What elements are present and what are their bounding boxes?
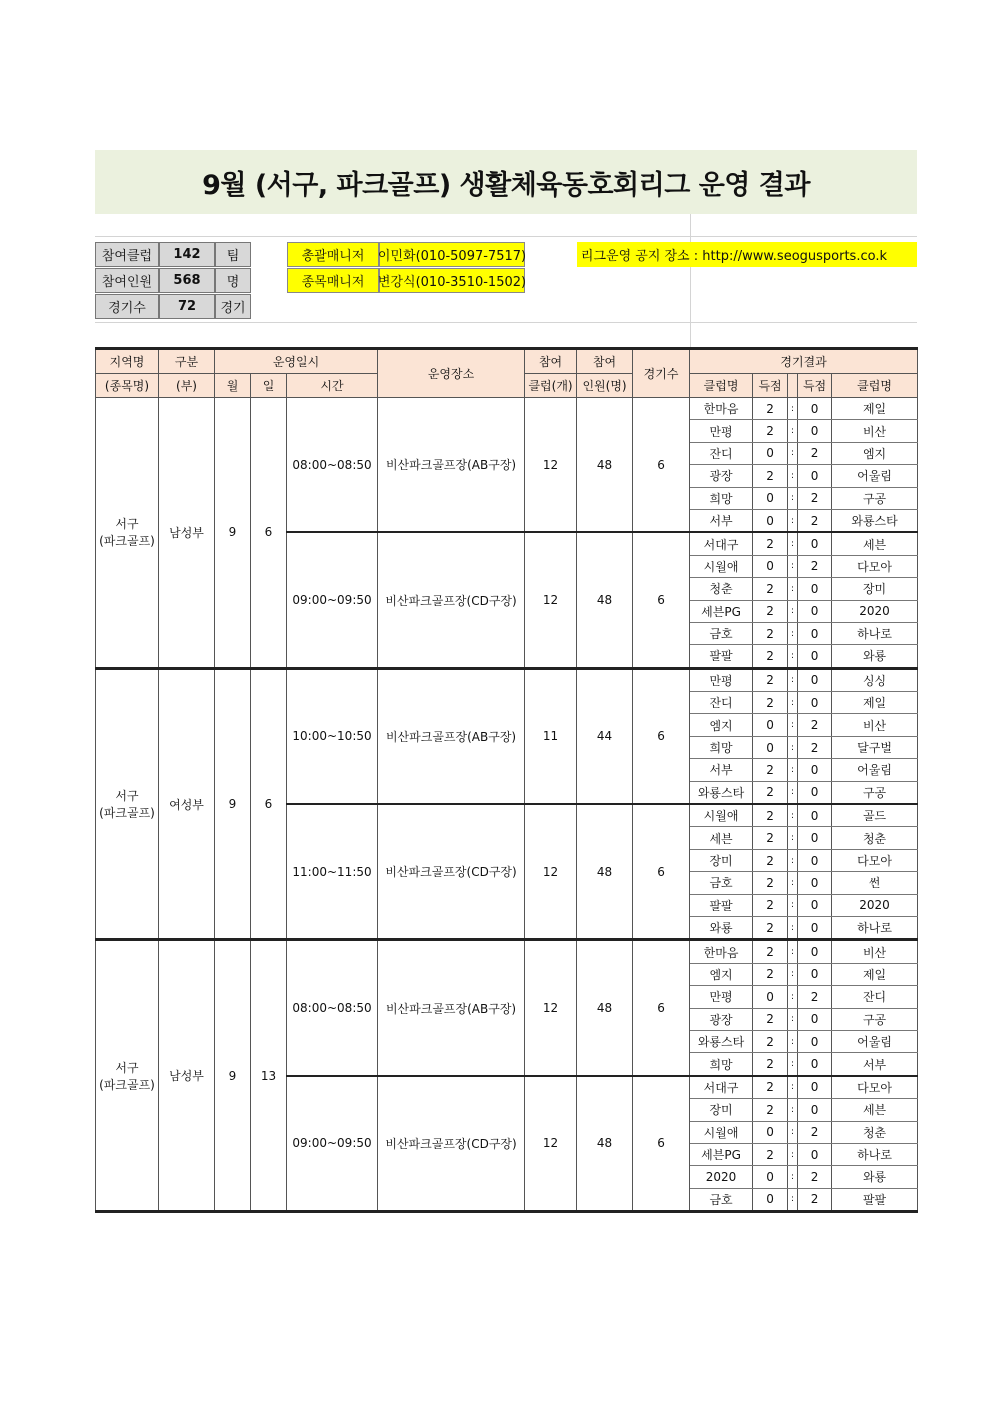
club-a: 한마음 <box>690 398 753 420</box>
summary-unit-clubs: 팀 <box>215 242 251 267</box>
club-a: 희망 <box>690 736 753 758</box>
manager-label-sport: 종목매니저 <box>287 268 379 293</box>
score-a: 2 <box>753 532 788 555</box>
score-separator: : <box>788 1053 798 1076</box>
club-b: 2020 <box>832 894 918 916</box>
summary-label-people: 참여인원 <box>95 268 159 293</box>
header-datetime: 운영일시 <box>215 349 378 374</box>
club-a: 잔디 <box>690 692 753 714</box>
club-b: 청춘 <box>832 827 918 849</box>
results-table <box>95 347 918 1213</box>
header-region-sub: (종목명) <box>96 374 159 398</box>
score-b: 0 <box>798 465 832 487</box>
score-b: 0 <box>798 645 832 668</box>
score-b: 2 <box>798 1188 832 1211</box>
score-b: 2 <box>798 487 832 509</box>
score-separator: : <box>788 668 798 691</box>
score-separator: : <box>788 1076 798 1099</box>
score-a: 2 <box>753 963 788 985</box>
header-results: 경기결과 <box>690 349 918 374</box>
score-b: 0 <box>798 668 832 691</box>
score-a: 2 <box>753 600 788 622</box>
score-separator: : <box>788 555 798 577</box>
club-b: 비산 <box>832 420 918 442</box>
header-day: 일 <box>251 374 287 398</box>
day-cell: 6 <box>251 398 287 669</box>
score-a: 2 <box>753 1008 788 1030</box>
division-cell: 남성부 <box>159 940 215 1212</box>
games-cell: 6 <box>633 668 690 804</box>
page-title: 9월 (서구, 파크골프) 생활체육동호회리그 운영 결과 <box>95 150 917 214</box>
month-cell: 9 <box>215 940 251 1212</box>
score-separator: : <box>788 692 798 714</box>
club-a: 와룡스타 <box>690 781 753 804</box>
score-separator: : <box>788 442 798 464</box>
club-b: 세븐 <box>832 1099 918 1121</box>
games-cell: 6 <box>633 804 690 940</box>
score-b: 0 <box>798 872 832 894</box>
score-a: 0 <box>753 736 788 758</box>
summary-label-games: 경기수 <box>95 294 159 319</box>
score-a: 2 <box>753 1053 788 1076</box>
header-clubs: 참여 <box>525 349 577 374</box>
score-a: 0 <box>753 509 788 532</box>
score-b: 0 <box>798 398 832 420</box>
score-b: 0 <box>798 1143 832 1165</box>
time-cell: 08:00~08:50 <box>287 398 378 533</box>
summary-unit-games: 경기 <box>215 294 251 319</box>
header-row-1 <box>96 349 918 374</box>
score-a: 0 <box>753 1166 788 1188</box>
club-a: 만평 <box>690 986 753 1008</box>
score-a: 2 <box>753 849 788 871</box>
score-b: 0 <box>798 804 832 827</box>
score-separator: : <box>788 804 798 827</box>
club-b: 비산 <box>832 940 918 963</box>
header-month: 월 <box>215 374 251 398</box>
score-a: 0 <box>753 714 788 736</box>
region-cell <box>96 940 159 1212</box>
score-b: 0 <box>798 827 832 849</box>
club-b: 청춘 <box>832 1121 918 1143</box>
score-separator: : <box>788 509 798 532</box>
club-b: 어울림 <box>832 465 918 487</box>
club-b: 세븐 <box>832 532 918 555</box>
header-score-a: 득점 <box>753 374 788 398</box>
score-a: 2 <box>753 645 788 668</box>
club-a: 서부 <box>690 759 753 781</box>
games-cell: 6 <box>633 532 690 668</box>
region-name: 서구 <box>115 517 139 532</box>
club-b: 구공 <box>832 487 918 509</box>
club-a: 시월애 <box>690 555 753 577</box>
region-cell <box>96 668 159 940</box>
results-body <box>96 398 918 1212</box>
club-a: 금호 <box>690 872 753 894</box>
region-name: 서구 <box>115 789 139 804</box>
score-separator: : <box>788 894 798 916</box>
clubs-cell: 12 <box>525 398 577 533</box>
score-separator: : <box>788 963 798 985</box>
time-cell: 09:00~09:50 <box>287 532 378 668</box>
club-b: 하나로 <box>832 916 918 939</box>
clubs-cell: 11 <box>525 668 577 804</box>
club-b: 어울림 <box>832 1030 918 1052</box>
club-b: 하나로 <box>832 622 918 644</box>
score-b: 0 <box>798 916 832 939</box>
venue-cell: 비산파크골프장(CD구장) <box>378 804 525 940</box>
header-time: 시간 <box>287 374 378 398</box>
time-cell: 10:00~10:50 <box>287 668 378 804</box>
header-venue: 운영장소 <box>378 349 525 398</box>
score-a: 2 <box>753 916 788 939</box>
score-b: 0 <box>798 600 832 622</box>
score-separator: : <box>788 736 798 758</box>
club-b: 다모아 <box>832 1076 918 1099</box>
score-b: 0 <box>798 1053 832 1076</box>
header-region: 지역명 <box>96 349 159 374</box>
club-b: 서부 <box>832 1053 918 1076</box>
score-separator: : <box>788 1008 798 1030</box>
summary-label-clubs: 참여클럽 <box>95 242 159 267</box>
club-b: 구공 <box>832 1008 918 1030</box>
club-b: 와룡 <box>832 645 918 668</box>
club-b: 제일 <box>832 692 918 714</box>
score-separator: : <box>788 986 798 1008</box>
score-b: 0 <box>798 1008 832 1030</box>
club-a: 금호 <box>690 1188 753 1211</box>
score-a: 0 <box>753 442 788 464</box>
club-a: 팔팔 <box>690 894 753 916</box>
venue-cell: 비산파크골프장(AB구장) <box>378 398 525 533</box>
club-a: 만평 <box>690 420 753 442</box>
header-division: 구분 <box>159 349 215 374</box>
people-cell: 48 <box>577 1076 633 1212</box>
score-a: 2 <box>753 398 788 420</box>
grid-line <box>95 322 917 323</box>
grid-line <box>690 214 691 347</box>
score-a: 0 <box>753 555 788 577</box>
month-cell: 9 <box>215 668 251 940</box>
score-b: 2 <box>798 442 832 464</box>
club-b: 2020 <box>832 600 918 622</box>
score-b: 0 <box>798 1030 832 1052</box>
club-b: 엠지 <box>832 442 918 464</box>
score-b: 2 <box>798 555 832 577</box>
club-a: 와룡 <box>690 916 753 939</box>
club-b: 와룡 <box>832 1166 918 1188</box>
region-sport: (파크골프) <box>99 534 155 549</box>
club-a: 시월애 <box>690 1121 753 1143</box>
score-separator: : <box>788 940 798 963</box>
manager-value-sport: 변강식(010-3510-1502) <box>379 268 525 293</box>
score-b: 0 <box>798 759 832 781</box>
header-score-b: 득점 <box>798 374 832 398</box>
score-separator: : <box>788 578 798 600</box>
score-a: 2 <box>753 622 788 644</box>
clubs-cell: 12 <box>525 940 577 1076</box>
score-b: 0 <box>798 692 832 714</box>
score-separator: : <box>788 781 798 804</box>
summary-unit-people: 명 <box>215 268 251 293</box>
club-a: 와룡스타 <box>690 1030 753 1052</box>
score-separator: : <box>788 532 798 555</box>
region-sport: (파크골프) <box>99 1077 155 1092</box>
header-division-sub: (부) <box>159 374 215 398</box>
score-a: 2 <box>753 578 788 600</box>
score-a: 2 <box>753 759 788 781</box>
club-a: 세븐PG <box>690 1143 753 1165</box>
region-sport: (파크골프) <box>99 806 155 821</box>
club-a: 금호 <box>690 622 753 644</box>
header-clubs-sub: 클럽(개) <box>525 374 577 398</box>
score-separator: : <box>788 1030 798 1052</box>
score-separator: : <box>788 1166 798 1188</box>
venue-cell: 비산파크골프장(CD구장) <box>378 532 525 668</box>
score-separator: : <box>788 1143 798 1165</box>
header-games: 경기수 <box>633 349 690 398</box>
score-a: 0 <box>753 1121 788 1143</box>
score-b: 0 <box>798 532 832 555</box>
score-a: 0 <box>753 1188 788 1211</box>
club-a: 희망 <box>690 1053 753 1076</box>
score-b: 0 <box>798 894 832 916</box>
club-b: 달구벌 <box>832 736 918 758</box>
score-b: 2 <box>798 509 832 532</box>
club-b: 하나로 <box>832 1143 918 1165</box>
score-a: 2 <box>753 804 788 827</box>
club-b: 제일 <box>832 398 918 420</box>
club-b: 장미 <box>832 578 918 600</box>
score-b: 0 <box>798 622 832 644</box>
score-a: 2 <box>753 1143 788 1165</box>
day-cell: 13 <box>251 940 287 1212</box>
venue-cell: 비산파크골프장(CD구장) <box>378 1076 525 1212</box>
manager-label-general: 총괄매니저 <box>287 242 379 267</box>
score-b: 2 <box>798 714 832 736</box>
time-cell: 08:00~08:50 <box>287 940 378 1076</box>
table-row <box>96 398 918 420</box>
score-separator: : <box>788 1121 798 1143</box>
score-b: 2 <box>798 1166 832 1188</box>
score-a: 2 <box>753 1030 788 1052</box>
score-separator: : <box>788 872 798 894</box>
score-a: 2 <box>753 465 788 487</box>
club-a: 엠지 <box>690 963 753 985</box>
score-separator: : <box>788 398 798 420</box>
score-separator: : <box>788 849 798 871</box>
club-a: 청춘 <box>690 578 753 600</box>
header-people-sub: 인원(명) <box>577 374 633 398</box>
score-separator: : <box>788 600 798 622</box>
day-cell: 6 <box>251 668 287 940</box>
club-b: 구공 <box>832 781 918 804</box>
score-b: 2 <box>798 986 832 1008</box>
score-separator: : <box>788 622 798 644</box>
club-a: 팔팔 <box>690 645 753 668</box>
score-b: 2 <box>798 736 832 758</box>
club-b: 싱싱 <box>832 668 918 691</box>
region-name: 서구 <box>115 1060 139 1075</box>
score-a: 0 <box>753 487 788 509</box>
people-cell: 48 <box>577 532 633 668</box>
club-b: 잔디 <box>832 986 918 1008</box>
region-cell <box>96 398 159 669</box>
score-separator: : <box>788 1099 798 1121</box>
score-separator: : <box>788 759 798 781</box>
header-sep <box>788 374 798 398</box>
score-separator: : <box>788 1188 798 1211</box>
club-a: 시월애 <box>690 804 753 827</box>
score-a: 2 <box>753 781 788 804</box>
score-separator: : <box>788 420 798 442</box>
score-a: 2 <box>753 1076 788 1099</box>
club-a: 서대구 <box>690 532 753 555</box>
club-a: 세븐 <box>690 827 753 849</box>
people-cell: 48 <box>577 940 633 1076</box>
score-b: 0 <box>798 963 832 985</box>
people-cell: 48 <box>577 804 633 940</box>
score-b: 0 <box>798 1076 832 1099</box>
club-b: 팔팔 <box>832 1188 918 1211</box>
club-a: 광장 <box>690 1008 753 1030</box>
division-cell: 여성부 <box>159 668 215 940</box>
score-a: 2 <box>753 827 788 849</box>
games-cell: 6 <box>633 398 690 533</box>
score-separator: : <box>788 487 798 509</box>
time-cell: 09:00~09:50 <box>287 1076 378 1212</box>
manager-value-general: 이민화(010-5097-7517) <box>379 242 525 267</box>
club-b: 다모아 <box>832 555 918 577</box>
grid-line <box>95 236 917 237</box>
club-b: 와룡스타 <box>832 509 918 532</box>
score-a: 2 <box>753 1099 788 1121</box>
score-a: 2 <box>753 692 788 714</box>
club-a: 서부 <box>690 509 753 532</box>
score-b: 2 <box>798 1121 832 1143</box>
club-a: 서대구 <box>690 1076 753 1099</box>
club-b: 다모아 <box>832 849 918 871</box>
club-a: 2020 <box>690 1166 753 1188</box>
club-b: 골드 <box>832 804 918 827</box>
club-a: 광장 <box>690 465 753 487</box>
club-a: 엠지 <box>690 714 753 736</box>
venue-cell: 비산파크골프장(AB구장) <box>378 668 525 804</box>
score-b: 0 <box>798 849 832 871</box>
club-b: 어울림 <box>832 759 918 781</box>
venue-cell: 비산파크골프장(AB구장) <box>378 940 525 1076</box>
clubs-cell: 12 <box>525 1076 577 1212</box>
summary-value-clubs: 142 <box>159 242 215 267</box>
header-club-b: 클럽명 <box>832 374 918 398</box>
clubs-cell: 12 <box>525 532 577 668</box>
people-cell: 44 <box>577 668 633 804</box>
table-row <box>96 668 918 691</box>
club-a: 세븐PG <box>690 600 753 622</box>
month-cell: 9 <box>215 398 251 669</box>
score-separator: : <box>788 465 798 487</box>
notice-banner: 리그운영 공지 장소 : http://www.seogusports.co.k <box>577 242 917 267</box>
score-a: 2 <box>753 668 788 691</box>
club-a: 희망 <box>690 487 753 509</box>
club-b: 썬 <box>832 872 918 894</box>
table-row <box>96 940 918 963</box>
club-a: 한마음 <box>690 940 753 963</box>
score-a: 0 <box>753 986 788 1008</box>
people-cell: 48 <box>577 398 633 533</box>
summary-value-people: 568 <box>159 268 215 293</box>
club-a: 잔디 <box>690 442 753 464</box>
header-club-a: 클럽명 <box>690 374 753 398</box>
club-a: 만평 <box>690 668 753 691</box>
club-b: 제일 <box>832 963 918 985</box>
score-b: 0 <box>798 578 832 600</box>
header-people: 참여 <box>577 349 633 374</box>
time-cell: 11:00~11:50 <box>287 804 378 940</box>
score-a: 2 <box>753 872 788 894</box>
score-separator: : <box>788 645 798 668</box>
summary-value-games: 72 <box>159 294 215 319</box>
score-b: 0 <box>798 1099 832 1121</box>
score-b: 0 <box>798 940 832 963</box>
games-cell: 6 <box>633 940 690 1076</box>
clubs-cell: 12 <box>525 804 577 940</box>
score-a: 2 <box>753 420 788 442</box>
score-separator: : <box>788 916 798 939</box>
club-a: 장미 <box>690 849 753 871</box>
score-separator: : <box>788 714 798 736</box>
score-b: 0 <box>798 781 832 804</box>
club-a: 장미 <box>690 1099 753 1121</box>
score-b: 0 <box>798 420 832 442</box>
division-cell: 남성부 <box>159 398 215 669</box>
games-cell: 6 <box>633 1076 690 1212</box>
score-a: 2 <box>753 940 788 963</box>
score-separator: : <box>788 827 798 849</box>
score-a: 2 <box>753 894 788 916</box>
club-b: 비산 <box>832 714 918 736</box>
